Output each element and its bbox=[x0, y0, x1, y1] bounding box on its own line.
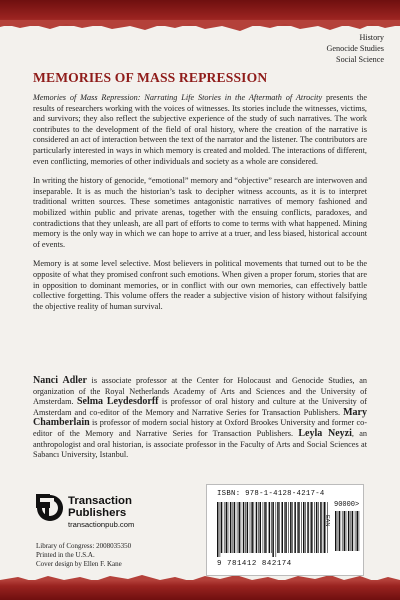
history-paragraph: In writing the history of genocide, “emotional” memory and “objective” research are interwoven and inseparable. It is as much the historian’s task to decipher witness accounts, as it is to interpret traditional written sources. These sometimes antagonistic narratives of memory fashioned and mobilized within public and private arenas, together with the ensuing conflicts, paradoxes, and contradictions that they unleash, are all part of efforts to come to terms with what happened. Mining memory is the only way in which we can hope to arrive at a truer, and less biased, historical account of events. bbox=[33, 176, 367, 249]
price-code: 90000> bbox=[334, 501, 360, 509]
bio-text: is associate professor at the Center for Holocaust and Genocide Studies, an organization of the Royal Netherlands Academy of Arts and Sciences and the University of Amsterdam. bbox=[33, 376, 367, 407]
memory-paragraph: Memory is at some level selective. Most believers in political movements that turned out to be the opposite of what they promised confront such emotions. When given a proper forum, stories that are in opposition to dominant memories, or in conflict with our own memories, can effectively battle collective forgetting. This volume offers the reader a subjective vision of history without falsifying the objective reality of human survival. bbox=[33, 259, 367, 311]
bio-name: Nanci Adler bbox=[33, 375, 87, 386]
category-genocide-studies: Genocide Studies bbox=[326, 44, 384, 53]
isbn-barcode-box bbox=[206, 484, 364, 576]
bio-name: Leyla Neyzi bbox=[298, 427, 352, 439]
transaction-logo-icon bbox=[36, 494, 64, 524]
cover-design-credit: Cover design by Ellen F. Kane bbox=[36, 560, 122, 568]
description-body bbox=[33, 93, 367, 321]
publisher-name-line2: Publishers bbox=[68, 507, 127, 519]
publisher-logo bbox=[36, 492, 166, 534]
library-info bbox=[36, 542, 131, 569]
category-social-science: Social Science bbox=[336, 55, 384, 64]
printed-in: Printed in the U.S.A. bbox=[36, 551, 95, 559]
publisher-url: transactionpub.com bbox=[68, 520, 135, 529]
bottom-border-band bbox=[0, 580, 400, 600]
publisher-name-line1: Transaction bbox=[68, 495, 132, 507]
ean-label: EAN bbox=[324, 515, 330, 527]
price-barcode bbox=[335, 511, 361, 555]
subject-categories bbox=[326, 32, 384, 65]
cover-title: MEMORIES OF MASS REPRESSION bbox=[33, 70, 268, 85]
barcode-digits: 9 781412 842174 bbox=[217, 560, 292, 568]
isbn-label: ISBN: 978-1-4128-4217-4 bbox=[217, 490, 325, 498]
intro-paragraph bbox=[33, 93, 367, 167]
bio-text: is professor of modern social history at Oxford Brookes University and former co-editor of the Memory and Narrative Series for Transaction Publishers. bbox=[33, 418, 367, 438]
intro-text: presents the results of researchers working with the voices of witnesses. Its stories include the witnesses, victims, and survivors; they also reflect the subjective experience of the study of such narratives. The work contributes to the development of the field of oral history, where the creation of the narrative is considered an act of interaction between the text of the narrator and the listener. The contributors are particularly interested in ways in which memory is created and molded. The interactions of different, even conflicting, memories of other individuals and society as a whole are considered. bbox=[33, 93, 367, 166]
book-full-title: Memories of Mass Repression: Narrating Life Stories in the Aftermath of Atrocity bbox=[33, 93, 323, 102]
bio-text: , an anthropologist and oral historian, is associate professor in the Faculty of Arts and Social Sciences at Sabancı University, Istanbul. bbox=[33, 428, 368, 460]
bio-name: Selma Leydesdorff bbox=[76, 396, 159, 408]
category-history: History bbox=[359, 33, 384, 42]
bio-name: Mary Chamberlain bbox=[33, 406, 367, 429]
bio-text: is professor of oral history and culture at the University of Amsterdam and co-editor of the Memory and Narrative Series for Transaction Publishers. bbox=[33, 397, 367, 417]
library-of-congress: Library of Congress: 2008035350 bbox=[36, 542, 132, 550]
editor-bios bbox=[33, 376, 367, 461]
ean-barcode bbox=[217, 502, 329, 557]
